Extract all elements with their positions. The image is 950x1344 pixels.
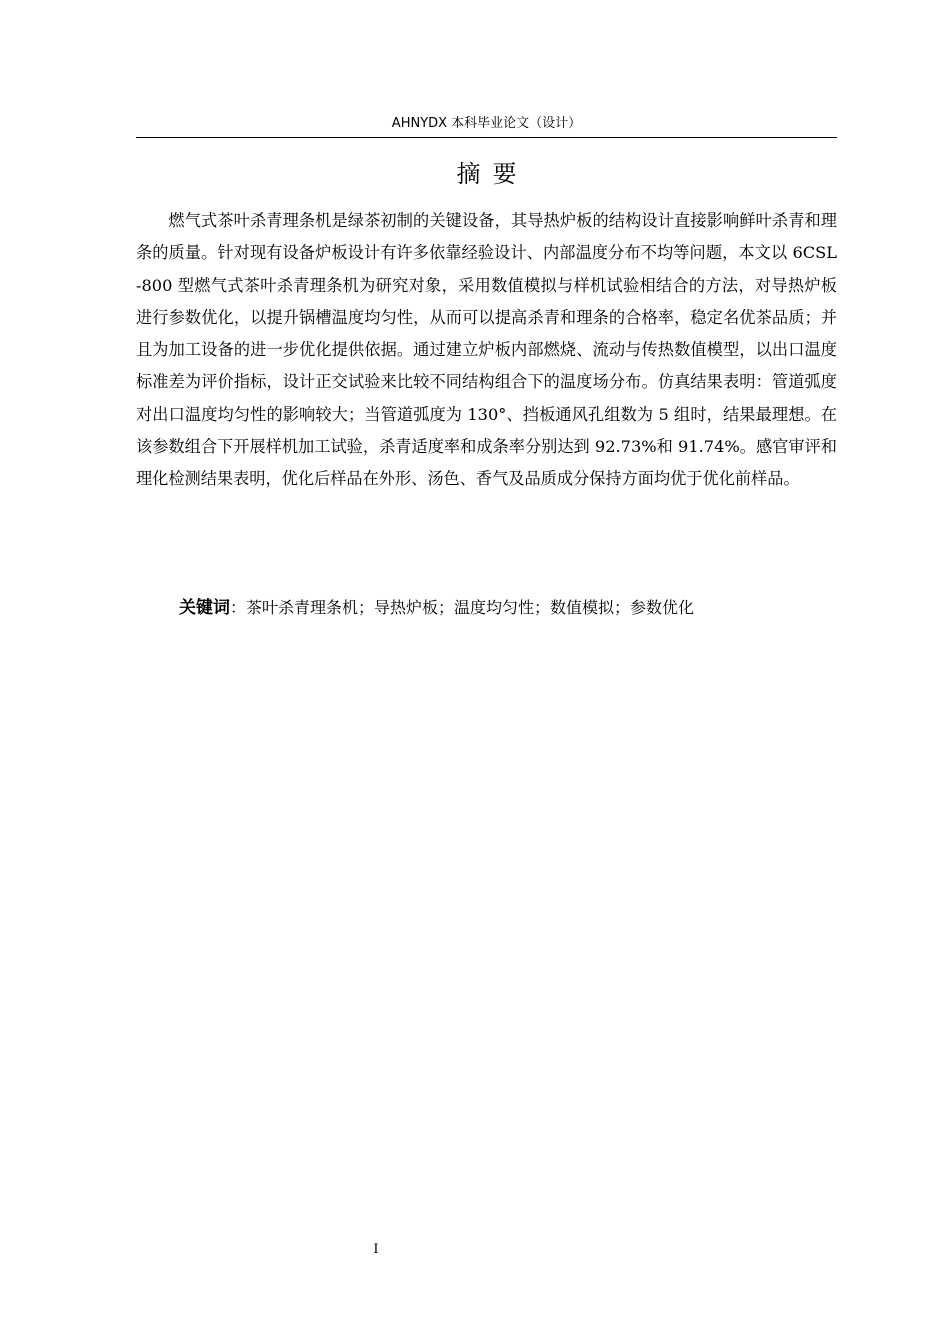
running-header: AHNYDX 本科毕业论文（设计） (391, 116, 582, 131)
header-rule (136, 137, 837, 138)
keywords-separator: ： (230, 598, 247, 617)
abstract-title: 摘要 (456, 160, 529, 188)
abstract-body: 燃气式茶叶杀青理条机是绿茶初制的关键设备，其导热炉板的结构设计直接影响鲜叶杀青和理条的质量。针对现有设备炉板设计有许多依靠经验设计、内部温度分布不均等问题，本文以 6CSL-800 型燃气式茶叶杀青理条机为研究对象，采用数值模拟与样机试验相结合的方法，对导热炉板进行参数优化，以提升锅槽温度均匀性，从而可以提高杀青和理条的合格率，稳定名优茶品质；并且为加工设备的进一步优化提供依据。通过建立炉板内部燃烧、流动与传热数值模型，以出口温度标准差为评价指标，设计正交试验来比较不同结构组合下的温度场分布。仿真结果表明：管道弧度对出口温度均匀性的影响较大；当管道弧度为 130°、挡板通风孔组数为 5 组时，结果最理想。在该参数组合下开展样机加工试验，杀青适度率和成条率分别达到 92.73%和 91.74%。感官审评和理化检测结果表明，优化后样品在外形、汤色、香气及品质成分保持方面均优于优化前样品。 (136, 211, 837, 489)
keywords-label: 关键词 (179, 598, 230, 618)
keywords-line (179, 594, 837, 622)
page-number: I (373, 1242, 379, 1257)
keywords-text: 茶叶杀青理条机；导热炉板；温度均匀性；数值模拟；参数优化 (246, 598, 695, 617)
